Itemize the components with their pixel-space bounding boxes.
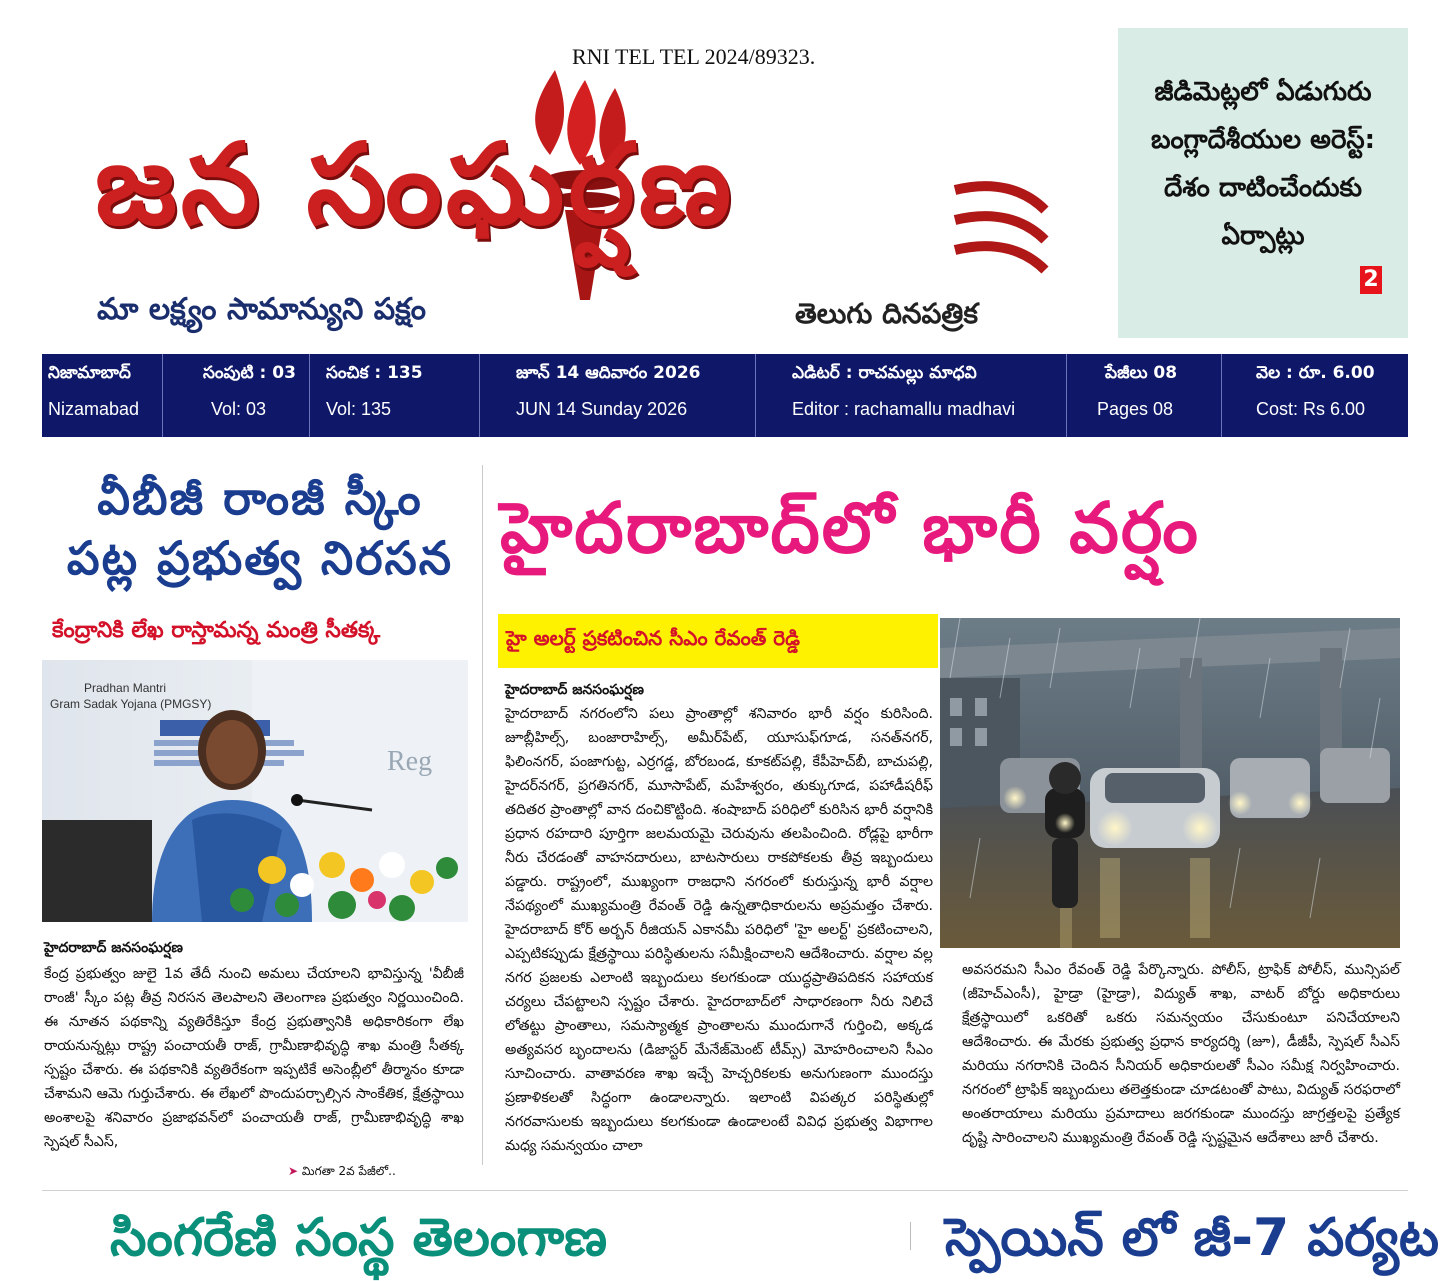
alert-banner: హై అలర్ట్ ప్రకటించిన సీఎం రేవంత్ రెడ్డి [498,614,938,668]
column-divider [482,465,483,1165]
info-editor-en: Editor : rachamallu madhavi [792,399,1016,419]
main-headline[interactable]: హైదరాబాద్‌లో భారీ వర్షం [500,487,1200,569]
left-story-body: కేంద్ర ప్రభుత్వం జులై 1వ తేదీ నుంచి అమలు చేయాలని భావిస్తున్న 'వీబీజీ రాంజీ' స్కీం పట్ల తీవ్ర నిరసన తెలపాలని తెలంగాణ ప్రభుత్వం నిర్ణయించింది. ఈ నూతన పథకాన్ని వ్యతిరేకిస్తూ కేంద్ర ప్రభుత్వానికి అధికారికంగా లేఖ రాయనున్నట్లు రాష్ట్ర పంచాయతీ రాజ్, గ్రామీణాభివృద్ధి శాఖ మంత్రి సీతక్క స్పష్టం చేశారు. ఈ పథకానికి వ్యతిరేకంగా ఇప్పటికే అసెంబ్లీలో తీర్మానం కూడా చేశామని ఆమె గుర్తుచేశారు. ఈ లేఖలో పొందుపర్చాల్సిన సాంకేతిక, క్షేత్రస్థాయి అంశాలపై శనివారం ప్రజాభవన్‌లో పంచాయతీ రాజ్, గ్రామీణాభివృద్ధి శాఖ స్పెషల్ సీఎస్, [44,966,464,1150]
info-pages-en: Pages 08 [1097,399,1174,419]
photo-text-pradhan-mantri: Pradhan Mantri [84,681,167,695]
newspaper-title: జన సంఘర్షణ [95,120,736,250]
bottom-right-headline[interactable]: స్పెయిన్ లో జీ-7 పర్యట [945,1208,1440,1268]
info-bar [42,354,1408,437]
info-editor [756,354,1067,437]
bottom-column-divider [910,1222,911,1250]
bottom-left-headline[interactable]: సింగరేణి సంస్థ తెలంగాణ [110,1208,608,1268]
info-city [42,354,163,437]
teaser-headline: జీడిమెట్లలో ఏడుగురు బంగ్లాదేశీయుల అరెస్ట్: దేశం దాటించేందుకు ఏర్పాట్లు [1150,77,1376,251]
left-headline-line-2: పట్ల ప్రభుత్వ నిరసన [66,531,454,585]
left-headline[interactable] [40,468,480,588]
left-continued-text: మిగతా 2వ పేజీలో.. [301,1164,396,1178]
main-story-body-continued: అవసరమని సీఎం రేవంత్ రెడ్డి పేర్కొన్నారు. పోలీస్, ట్రాఫిక్ పోలీస్, మున్సిపల్ (జీహెచ్ఎంసీ), హైడ్రా (హైడ్రా), విద్యుత్ శాఖ, వాటర్ బోర్డు అధికారులు క్షేత్రస్థాయిలో ఒకరితో ఒకరు సమన్వయం చేసుకుంటూ పనిచేయాలని ఆదేశించారు. ఈ మేరకు ప్రభుత్వ ప్రధాన కార్యదర్శి (జూ), డీజీపీ, స్పెషల్ సీఎస్ మరియు నగరానికి చెందిన సీనియర్ అధికారులతో సీఎం సమీక్ష నిర్వహించారు. నగరంలో ట్రాఫిక్ ఇబ్బందులు తలెత్తకుండా చూడటంతో పాటు, విద్యుత్ సరఫరాలో అంతరాయాలు మరియు ప్రమాదాలు జరగకుండా ముందస్తు జాగ్రత్తలపై ప్రత్యేక దృష్టి సారించాలని ముఖ్యమంత్రి రేవంత్ రెడ్డి స్పష్టమైన ఆదేశాలు జారీ చేశారు. [962,962,1400,1146]
photo-text-reg: Reg [387,746,433,777]
teaser-page-badge: 2 [1360,266,1382,294]
main-story-body: హైదరాబాద్ నగరంలోని పలు ప్రాంతాల్లో శనివారం భారీ వర్షం కురిసింది. జూబ్లీహిల్స్, బంజారాహిల్స్, అమీర్‌పేట్, యూసుఫ్‌గూడ, సనత్‌నగర్, ఫిలింనగర్, పంజాగుట్ట, ఎర్రగడ్డ, బోరబండ, కూకట్‌పల్లి, కేపీహెచ్‌బీ, బాచుపల్లి, హైదర్‌నగర్, ప్రగతినగర్, మూసాపేట్, మహేశ్వరం, తుక్కుగూడ, పహాడీషరీఫ్ తదితర ప్రాంతాల్లో వాన దంచికొట్టింది. శంషాబాద్ పరిధిలో కురిసిన భారీ వర్షానికి ప్రధాన రహదారి పూర్తిగా జలమయమై చెరువును తలపించింది. రోడ్లపై భారీగా నీరు చేరడంతో వాహనదారులు, బాటసారులు రాకపోకలకు తీవ్ర ఇబ్బందులు పడ్డారు. రాష్ట్రంలో, ముఖ్యంగా రాజధాని నగరంలో కురుస్తున్న భారీ వర్షాల నేపథ్యంలో ముఖ్యమంత్రి రేవంత్ రెడ్డి ఉన్నతాధికారులను అప్రమత్తం చేశారు. హైదరాబాద్ కోర్ అర్బన్ రీజియన్ ఎకానమీ పరిధిలో 'హై అలర్ట్' ప్రకటించాలని, ఎప్పటికప్పుడు క్షేత్రస్థాయి పరిస్థితులను సమీక్షించాలని ఆదేశించారు. వర్షాల వల్ల నగర ప్రజలకు ఎలాంటి ఇబ్బందులు కలగకుండా యుద్ధప్రాతిపదికన సహాయక చర్యలు చేపట్టాలని స్పష్టం చేశారు. హైదరాబాద్‌లో సాధారణంగా నీరు నిలిచే లోతట్టు ప్రాంతాలు, సమస్యాత్మక ప్రాంతాలను ముందుగానే గుర్తించి, అక్కడ అత్యవసర బృందాలను (డిజాస్టర్ మేనేజ్‌మెంట్ టీమ్స్) మోహరించాలని సీఎం సూచించారు. వాతావరణ శాఖ ఇచ్చే హెచ్చరికలకు అనుగుణంగా ముందస్తు ప్రణాళికలతో సిద్ధంగా ఉండాలన్నారు. ఇలాంటి విపత్కర పరిస్థితుల్లో నగరవాసులకు ఇబ్బందులు కలగకుండా ఉండాలంటే వివిధ ప్రభుత్వ విభాగాల మధ్య సమన్వయం చాలా [505,706,933,1154]
info-editor-te: ఎడిటర్ : రాచమల్లు మాధవి [792,363,977,383]
info-date-te: జూన్ 14 ఆదివారం 2026 [516,363,701,383]
info-issue-te: సంచిక : 135 [326,363,423,383]
left-headline-line-1: వీబీజీ రాంజీ స్కీం [97,471,423,525]
info-issue-en: Vol: 135 [326,399,392,419]
main-dateline: హైదరాబాద్ జనసంఘర్షణ [505,682,644,698]
left-subheadline: కేంద్రానికి లేఖ రాస్తామన్న మంత్రి సీతక్క [52,618,381,643]
info-date-en: JUN 14 Sunday 2026 [516,399,688,419]
info-cost-en: Cost: Rs 6.00 [1256,399,1366,419]
info-city-en: Nizamabad [48,399,140,419]
info-volume-te: సంపుటి : 03 [203,363,296,383]
left-continued[interactable] [288,1164,396,1181]
info-volume [163,354,310,437]
left-dateline: హైదరాబాద్ జనసంఘర్షణ [44,940,183,956]
info-city-te: నిజామాబాద్ [48,363,131,383]
info-pages-te: పేజీలు 08 [1105,363,1178,383]
info-pages [1067,354,1222,437]
info-date [480,354,756,437]
continue-arrow-icon: ➤ [288,1164,299,1178]
newspaper-subtitle: తెలుగు దినపత్రిక [795,297,978,330]
info-cost [1222,354,1408,437]
newspaper-tagline: మా లక్ష్యం సామాన్యుని పక్షం [97,292,426,327]
section-divider [42,1190,1408,1191]
info-volume-en: Vol: 03 [211,399,267,419]
minister-speech-photo [42,660,468,922]
rain-traffic-photo [940,618,1400,948]
photo-text-pmgsy: Gram Sadak Yojana (PMGSY) [50,697,212,711]
info-issue [310,354,480,437]
info-cost-te: వెల : రూ. 6.00 [1256,363,1375,383]
rni-number: RNI TEL TEL 2024/89323. [572,44,816,69]
